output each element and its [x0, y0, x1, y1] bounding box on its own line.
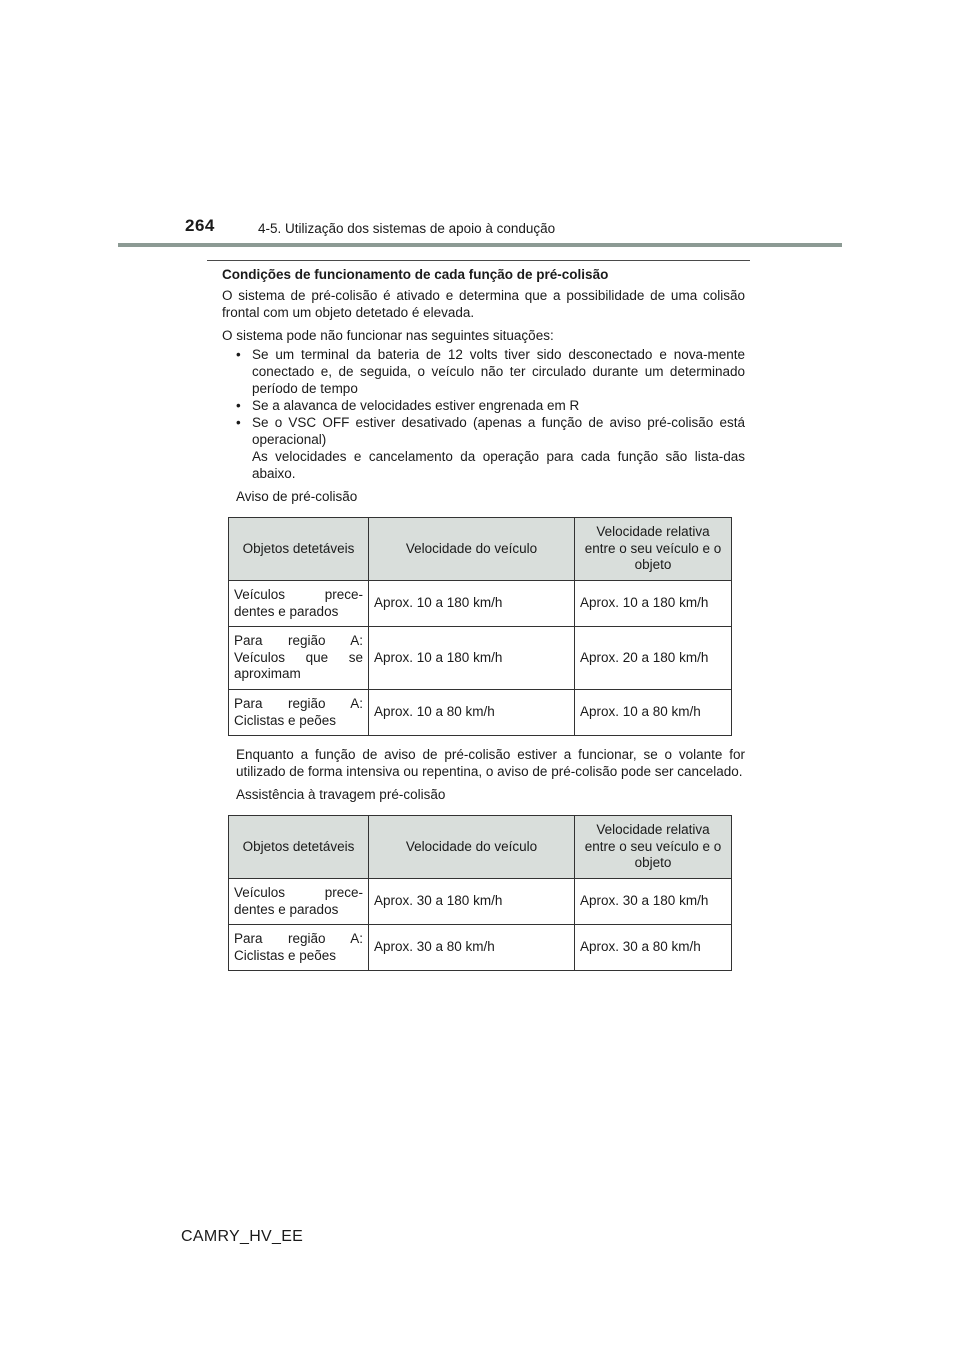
content-rule	[207, 260, 750, 261]
column-header: Velocidade do veículo	[369, 816, 575, 879]
table-header-row	[229, 816, 732, 879]
column-header: Objetos detetáveis	[229, 816, 369, 879]
warning-cancel-note: Enquanto a função de aviso de pré-colisão estiver a funcionar, se o volante for utilizado de forma intensiva ou repentina, o aviso de pré-colisão pode ser cancelado.	[236, 747, 745, 779]
warning-table	[228, 517, 732, 736]
table-cell: Aprox. 10 a 180 km/h	[575, 581, 732, 627]
table-cell: Aprox. 30 a 180 km/h	[575, 879, 732, 925]
column-header: Velocidade do veículo	[369, 518, 575, 581]
column-header: Objetos detetáveis	[229, 518, 369, 581]
list-item: • Se o VSC OFF estiver desativado (apenas a função de aviso pré-colisão está operacional)	[236, 414, 745, 448]
table-cell: Aprox. 10 a 80 km/h	[369, 690, 575, 736]
list-item: • Se um terminal da bateria de 12 volts tiver sido desconectado e nova-mente conectado e, de seguida, o veículo não ter circulado durante um determinado período de tempo	[236, 346, 745, 397]
brake-table	[228, 815, 732, 971]
brake-title: Assistência à travagem pré-colisão	[236, 787, 446, 802]
table-row	[229, 925, 732, 971]
table-cell: Aprox. 10 a 180 km/h	[369, 627, 575, 690]
table-header-row	[229, 518, 732, 581]
speeds-note: As velocidades e cancelamento da operação para cada função são lista-das abaixo.	[252, 449, 745, 481]
table-cell: Para região A: Ciclistas e peões	[229, 925, 369, 971]
header-rule	[118, 243, 842, 247]
table-cell: Para região A: Veículos que se aproximam	[229, 627, 369, 690]
table-row	[229, 627, 732, 690]
table-cell: Veículos prece-dentes e parados	[229, 879, 369, 925]
intro-paragraph: O sistema de pré-colisão é ativado e determina que a possibilidade de uma colisão frontal com um objeto detetado é elevada.	[222, 288, 745, 320]
table-cell: Aprox. 30 a 180 km/h	[369, 879, 575, 925]
situations-list	[222, 346, 745, 448]
page-number: 264	[185, 216, 215, 235]
list-item: • Se a alavanca de velocidades estiver engrenada em R	[236, 397, 745, 414]
table-cell: Aprox. 20 a 180 km/h	[575, 627, 732, 690]
table-cell: Veículos prece-dentes e parados	[229, 581, 369, 627]
table-cell: Aprox. 30 a 80 km/h	[369, 925, 575, 971]
column-header: Velocidade relativa entre o seu veículo e o objeto	[575, 816, 732, 879]
warning-title: Aviso de pré-colisão	[236, 489, 358, 504]
table-cell: Aprox. 10 a 80 km/h	[575, 690, 732, 736]
table-row	[229, 690, 732, 736]
column-header: Velocidade relativa entre o seu veículo e o objeto	[575, 518, 732, 581]
table-row	[229, 879, 732, 925]
content-heading: Condições de funcionamento de cada função de pré-colisão	[222, 267, 609, 282]
not-work-intro: O sistema pode não funcionar nas seguintes situações:	[222, 328, 554, 343]
model-code: CAMRY_HV_EE	[181, 1228, 304, 1245]
main-content	[222, 266, 745, 971]
section-title: 4-5. Utilização dos sistemas de apoio à condução	[258, 221, 556, 236]
table-cell: Aprox. 10 a 180 km/h	[369, 581, 575, 627]
table-row	[229, 581, 732, 627]
table-cell: Aprox. 30 a 80 km/h	[575, 925, 732, 971]
table-cell: Para região A: Ciclistas e peões	[229, 690, 369, 736]
